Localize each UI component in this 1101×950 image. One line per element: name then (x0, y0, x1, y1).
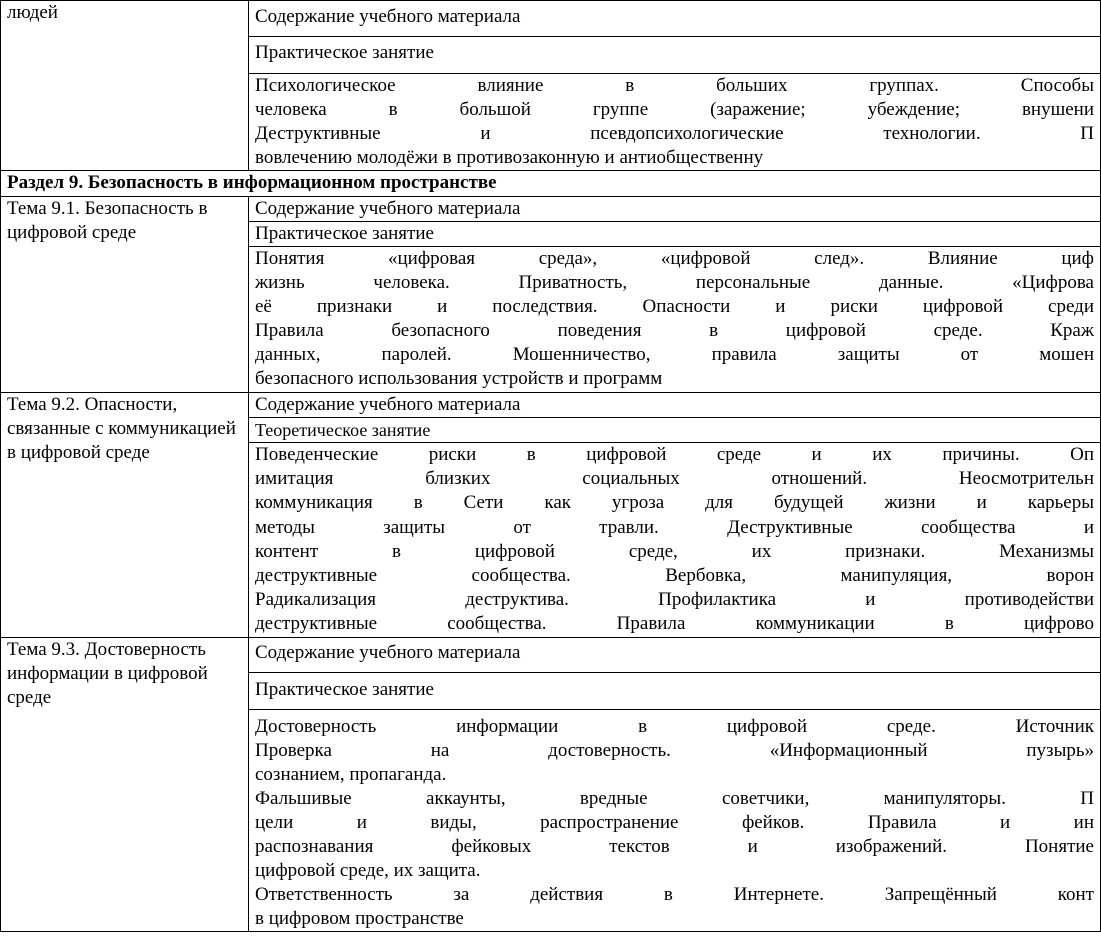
text-line: Понятия «цифровая среда», «цифровой след». Влияние циф (255, 248, 1094, 269)
text-line: цели и виды, распространение фейков. Правила и ин (255, 811, 1094, 833)
text-line: цифровой среде, их защита. (255, 859, 481, 881)
content-heading-cell: Содержание учебного материала (249, 637, 1101, 672)
content-heading-cell: Содержание учебного материала (249, 393, 1101, 418)
topic-cell: Тема 9.1. Безопасность в цифровой среде (1, 197, 249, 393)
table-row (1, 171, 1101, 197)
text-line: Психологическое влияние в больших группах. Способы (255, 75, 1094, 96)
text-line: деструктивные сообщества. Правила коммуникации в цифрово (255, 613, 1094, 635)
table-row (1, 197, 1101, 222)
text-line: сознанием, пропаганда. (255, 763, 447, 785)
topic-cell: Тема 9.2. Опасности, связанные с коммуникацией в цифровой среде (1, 393, 249, 638)
topic-cell: людей (1, 1, 249, 171)
text-line: распознавания фейковых текстов и изображений. Понятие (255, 835, 1094, 857)
topic-cell: Тема 9.3. Достоверность информации в цифровой среде (1, 637, 249, 931)
text-line: данных, паролей. Мошенничество, правила защиты от мошен (255, 344, 1094, 365)
text-line: её признаки и последствия. Опасности и риски цифровой среди (255, 296, 1094, 317)
text-line: Радикализация деструктива. Профилактика и противодействи (255, 589, 1094, 611)
section-title: Раздел 9. Безопасность в информационном пространстве (1, 171, 1101, 197)
lesson-type-cell: Теоретическое занятие (249, 418, 1101, 443)
text-line: человека в большой группе (заражение; убеждение; внушени (255, 99, 1094, 120)
content-heading-cell: Содержание учебного материала (249, 1, 1101, 37)
table-row (1, 393, 1101, 418)
table-row (1, 1, 1101, 37)
text-line: вовлечению молодёжи в противозаконную и антиобщественну (255, 147, 764, 168)
lesson-content-cell (249, 74, 1101, 171)
text-line: Проверка на достоверность. «Информационный пузырь» (255, 739, 1094, 761)
table-row (1, 637, 1101, 672)
text-line: коммуникация в Сети как угроза для будущей жизни и карьеры (255, 492, 1094, 514)
text-line: в цифровом пространстве (255, 907, 464, 929)
content-heading-cell: Содержание учебного материала (249, 197, 1101, 222)
text-line: имитация близких социальных отношений. Неосмотрительн (255, 468, 1094, 490)
lesson-type-cell: Практическое занятие (249, 222, 1101, 247)
text-line: Фальшивые аккаунты, вредные советчики, манипуляторы. П (255, 787, 1094, 809)
text-line: Деструктивные и псевдопсихологические технологии. П (255, 123, 1094, 144)
lesson-content-cell (249, 709, 1101, 931)
lesson-content-cell (249, 443, 1101, 638)
lesson-content-cell (249, 247, 1101, 393)
lesson-type-cell: Практическое занятие (249, 672, 1101, 709)
text-line: безопасного использования устройств и программ (255, 368, 663, 389)
text-line: методы защиты от травли. Деструктивные сообщества и (255, 516, 1094, 538)
text-line: Поведенческие риски в цифровой среде и их причины. Оп (255, 444, 1094, 465)
text-line: Ответственность за действия в Интернете. Запрещённый конт (255, 883, 1094, 905)
text-line: контент в цифровой среде, их признаки. Механизмы (255, 540, 1094, 562)
lesson-type-cell: Практическое занятие (249, 37, 1101, 74)
text-line: Достоверность информации в цифровой среде. Источник (255, 715, 1094, 737)
text-line: жизнь человека. Приватность, персональные данные. «Цифрова (255, 272, 1094, 293)
text-line: Правила безопасного поведения в цифровой среде. Краж (255, 320, 1094, 341)
text-line: деструктивные сообщества. Вербовка, манипуляция, ворон (255, 565, 1094, 587)
